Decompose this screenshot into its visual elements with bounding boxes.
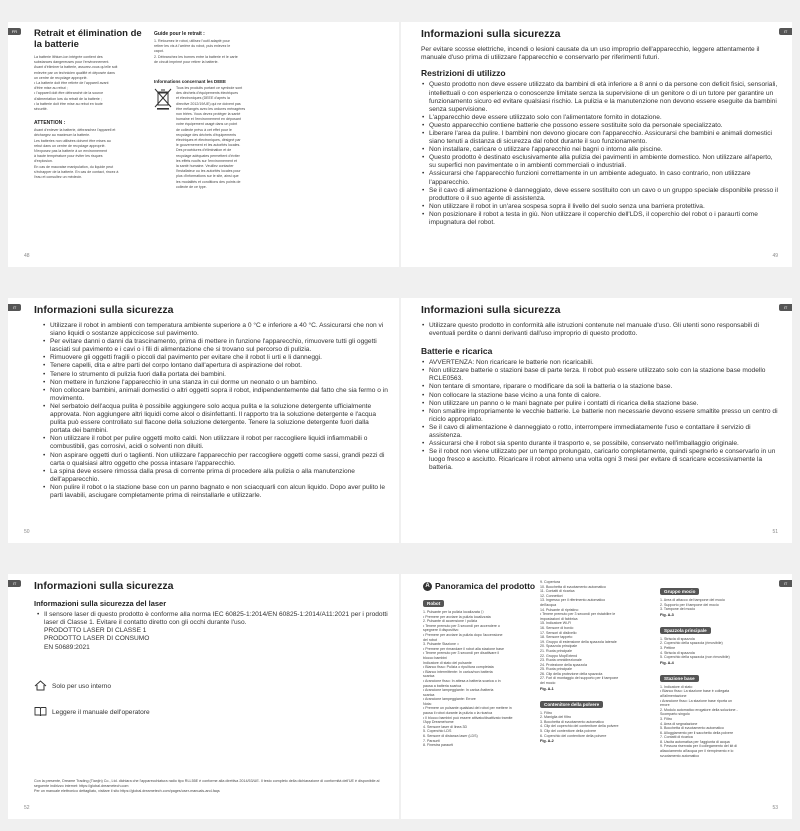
list-item: • Non utilizzare batterie o stazioni base di parte terza. Il robot può essere utilizzato solo con la stazione base modello RCLE0563.	[421, 367, 779, 383]
part-item: 21. Ruota principale	[540, 648, 572, 653]
list-item: • Questo apparecchio contiene batterie che possono essere sostituite solo da personale specializzato.	[421, 122, 779, 130]
part-item: spegnere il dispositivo	[423, 628, 459, 633]
intro-text: Per evitare scosse elettriche, incendi o lesioni causate da un uso improprio dell'apparecchio, leggere attentamente il manuale d'uso prima di utilizzare l'apparecchio e conservarlo per riferimenti futuri.	[421, 46, 760, 62]
figure-label: Fig. A-4	[660, 660, 674, 665]
page-number: 49	[772, 253, 778, 259]
part-item: l'App Dreamehome	[423, 720, 454, 725]
part-item: dell'acqua	[540, 602, 557, 607]
part-item: 4. Clip del coperchio del contenitore della polvere	[540, 724, 619, 729]
page-title: Informazioni sulla sicurezza	[421, 28, 561, 40]
page-53	[401, 574, 792, 819]
part-item: • Arancione fisso: La stazione base riporta un	[660, 698, 732, 703]
section-heading: Informazioni sulla sicurezza del laser	[34, 599, 167, 608]
text-line: de circuit imprimé pour retirer la batterie.	[154, 59, 219, 64]
part-item: • Premere per rimandare il robot alla stazione base	[423, 646, 504, 651]
list-item: • Questo prodotto è destinato esclusivamente alla pulizia dei pavimenti in ambiente domestico. Non utilizzare all'aperto, su superfici non pavimentate o in ambienti commerciali o industriali.	[421, 154, 779, 170]
page-number: 52	[24, 805, 30, 811]
part-item: impostazioni di fabbrica	[540, 616, 578, 621]
part-item: scarica	[423, 692, 435, 697]
text-line: N'exposez pas la batterie à un environnement	[34, 149, 108, 154]
part-item: 17. Sensori di dislivello	[540, 630, 577, 635]
part-item: 2. Pulsante di accensione / pulizia	[423, 619, 478, 624]
page-title: Informazioni sulla sicurezza	[421, 304, 561, 316]
page-number: 48	[24, 253, 30, 259]
column-3	[660, 580, 777, 758]
text-line: humaine et l'environnement en déposant	[176, 117, 241, 122]
manual-link-text: Per un manuale elettronico dettagliato, visitare il sito https://global.dreametech.com/pages/user-manuals-and-faqs	[34, 789, 220, 793]
safety-list	[34, 322, 389, 500]
part-item: 1. Area di attacco del tampone del mocio	[660, 598, 725, 602]
text-line: Avant d'éliminer la batterie, assurez-vous qu'elle soit	[34, 65, 118, 70]
list-item: • Il sensore laser di questo prodotto è conforme alla norma IEC 60825-1:2014/EN 60825-1:2014/A11:2021 per i prodotti laser di Classe 1. Evitare il contatto diretto con gli occhi durante l'uso.	[36, 611, 389, 627]
column-1	[423, 580, 538, 748]
part-item: • Arancione lampeggiante: Errore	[423, 697, 476, 702]
text-line: sécurité.	[34, 107, 48, 112]
text-line: recyclage adéquates permettent d'éviter	[176, 153, 240, 158]
part-item: pausa a batteria scarica	[423, 683, 462, 688]
text-line: Tous les produits portant ce symbole sont	[176, 86, 243, 91]
part-item: 12. Connettori	[540, 593, 563, 598]
base-parts-list	[660, 685, 777, 759]
mop-parts-list	[660, 598, 777, 612]
battery-list	[421, 359, 779, 472]
language-tab: IT	[779, 28, 792, 35]
robot-heading: Robot	[423, 600, 444, 607]
part-item: 1. Indicatore di stato	[660, 684, 693, 689]
part-item: 22. Gruppo MopExtend	[540, 653, 578, 658]
text-line: collecte de ce type.	[176, 184, 207, 189]
part-item: 9. Fessura riservata per il collegamento del kit di	[660, 744, 738, 749]
mop-heading: Gruppo mocio	[660, 588, 699, 595]
part-item: 4. Area di segnalazione	[660, 721, 698, 726]
part-item: all'alimentazione	[660, 693, 687, 698]
part-item: 20. Spazzola principale	[540, 644, 578, 649]
part-item: 23. Ruota omnidirezionale	[540, 658, 582, 663]
guide-text	[154, 39, 274, 65]
page-52	[8, 574, 399, 819]
part-item: 2. Modulo automatico erogatore della soluzione -	[660, 707, 738, 712]
list-item: • Non utilizzare il robot in un'area sospesa sopra il livello del suolo senza una barriera protettiva.	[421, 203, 779, 211]
list-item: • Assicurarsi che il robot sia spento durante il trasporto e, se possibile, conservato nell'imballaggio originale.	[421, 440, 779, 448]
list-item: • Tenere lo strumento di pulizia fuori dalla portata dei bambini.	[42, 371, 389, 379]
language-tab: FR	[8, 28, 21, 35]
deee-text	[176, 86, 245, 190]
text-line: le gouvernement et les autorités locales.	[176, 143, 241, 148]
crossed-bin-icon	[154, 88, 172, 190]
text-line: les modalités et conditions des points de	[176, 179, 241, 184]
part-item: 4. Striscia di spazzola	[660, 650, 695, 655]
part-item: • Tenere premuto per 3 secondi per accendere o	[423, 623, 500, 628]
text-line: Avant d'enlever la batterie, débranchez l'appareil et	[34, 128, 116, 133]
part-item: • Premere un pulsante qualsiasi del robot per mettere in	[423, 706, 512, 711]
text-line: l'eau et consultez un médecin.	[34, 175, 83, 180]
deee-block	[154, 86, 274, 190]
battery-text	[34, 55, 144, 112]
list-item: • Se il cavo di alimentazione è danneggiato o rotto, interrompere immediatamente l'uso e contattare il servizio di assistenza.	[421, 424, 779, 440]
text-line: la santé humaine. Veuillez contacter	[176, 164, 234, 169]
text-line: directive 2012/19/UE) qui ne doivent pas	[176, 101, 241, 106]
laser-standard-line: EN 50689:2021	[44, 643, 90, 651]
section-heading: Batterie e ricarica	[421, 346, 493, 357]
content	[421, 28, 779, 227]
part-item: 4. Sensore laser di linea 3D	[423, 724, 468, 729]
part-item: • Bianco intermittente: In carica/non batteria	[423, 669, 493, 674]
part-item: 1. Pulsante per la pulizia localizzata ⟨⟩	[423, 610, 484, 614]
part-item: 9. Copertura	[540, 580, 560, 584]
text-line: déchargez au maximum la batterie.	[34, 133, 91, 138]
part-item: 3. Filtro	[660, 716, 672, 721]
page-48	[8, 22, 399, 267]
part-item: 11. Contatti di ricarica	[540, 589, 575, 594]
declaration-text: Con la presente, Dreame Trading (Tianjin) Co., Ltd. dichiara che l'apparecchiatura radio tipo RLL55E è conforme alla direttiva 2014/53/UE. Il testo completo della dichiarazione di conformità dell'UE è disponibile al seguente indirizzo internet: https://global.dreametech.com	[34, 779, 380, 788]
text-line: d'explosion.	[34, 159, 53, 164]
language-tab: IT	[779, 580, 792, 587]
right-column	[154, 28, 274, 190]
text-line: retirer les vis à l'arrière du robot, puis enlevez le	[154, 44, 231, 49]
brush-heading: Spazzola principale	[660, 627, 711, 634]
list-item: • L'apparecchio deve essere utilizzato solo con l'alimentatore fornito in dotazione.	[421, 114, 779, 122]
part-item: allacciamento all'acqua per il riempimento e lo	[660, 749, 734, 754]
page-number: 50	[24, 529, 30, 535]
part-item: 14. Pulsante di ripristino	[540, 607, 579, 612]
list-item: • Utilizzare questo prodotto in conformità alle istruzioni contenute nel manuale d'uso. Gli utenti sono responsabili di eventuali perdite o danni derivanti dall'uso improprio di questo prodotto.	[421, 322, 779, 338]
dustbin-heading: Contenitore della polvere	[540, 701, 603, 708]
part-item: 24. Protezione della spazzola	[540, 662, 587, 667]
page-title: Retrait et élimination de la batterie	[34, 28, 142, 50]
language-tab: IT	[779, 304, 792, 311]
restriction-list	[421, 81, 779, 227]
figure-label: Fig. A-3	[660, 612, 674, 617]
part-item: • Il blocco bambini può essere attivato/disattivato tramite	[423, 715, 513, 720]
text-line: enlevée par un technicien qualifié et déposée dans	[34, 70, 115, 75]
figure-label: Fig. A-1	[540, 686, 554, 691]
list-item: • Non collocare la stazione base vicino a una fonte di calore.	[421, 392, 779, 400]
part-item: scarica	[423, 674, 435, 679]
attention-text	[34, 128, 144, 180]
part-item: 5. Clip del contenitore della polvere	[540, 729, 597, 734]
text-line: non triées. Vous devez protéger la santé	[176, 112, 241, 117]
laser-class-line: PRODOTTO LASER DI CLASSE 1	[44, 627, 147, 635]
part-item: 25. Ruota principale	[540, 667, 572, 672]
list-item: • Per evitare danni o danni da trascinamento, prima di mettere in funzione l'apparecchio, rimuovere tutti gli oggetti lasciati sul pavimento e i cavi o i fili di alimentazione che si trovano sul percorso di pulizia.	[42, 338, 389, 354]
text-line: capot.	[154, 49, 164, 54]
list-item: • Non aspirare oggetti duri o taglienti. Non utilizzare l'apparecchio per raccogliere oggetti come sassi, grandi pezzi di carta o qualsiasi altro oggetto che possa intasare l'apparecchio.	[42, 452, 389, 468]
list-item: • Nel serbatoio dell'acqua pulita è possibile aggiungere solo acqua pulita e la soluzione detergente ufficialmente approvata. Non aggiungere altri liquidi come alcol o disinfettanti. Il rapporto tra la soluzione detergente e l'acqua pulita può essere controllato sul flacone della soluzione detergente. Tenere la soluzione detergente fuori dalla portata dei bambini.	[42, 403, 389, 435]
part-item: pausa il robot durante la pulizia o la ricarica	[423, 711, 493, 716]
list-item: • Liberare l'area da pulire. I bambini non devono giocare con l'apparecchio. Assicurarsi che bambini e animali domestici siano tenuti a distanza di sicurezza dal robot durante il suo funzionamento.	[421, 130, 779, 146]
page-number: 53	[772, 805, 778, 811]
part-item: 10. Bocchetta di svuotamento automatico	[540, 584, 606, 589]
list-item: • Questo prodotto non deve essere utilizzato da bambini di età inferiore a 8 anni o da persone con deficit fisici, sensoriali, intellettuali o con esperienza o conoscenze limitate senza la supervisione di un genitore o di un tutore per garantire un funzionamento sicuro ed evitare qualsiasi rischio. La pulizia e la manutenzione non devono essere eseguite da bambini senza supervisione.	[421, 81, 779, 113]
part-item: 2. Supporto per il tampone del mocio	[660, 602, 719, 607]
part-item: • Bianco fisso: La stazione base è collegata	[660, 689, 730, 694]
part-item: 8. Finestra paraurti	[423, 743, 454, 748]
part-item: del robot	[423, 637, 437, 642]
part-item: del mocio	[540, 681, 556, 686]
text-line: 1. Retournez le robot, utilisez l'outil adapté pour	[154, 39, 230, 43]
text-line: 2. Débranchez les bornes entre la batterie et le carte	[154, 54, 238, 59]
text-line: La batterie lithium-ion intégrée contient des	[34, 55, 103, 59]
page-title: Informazioni sulla sicurezza	[34, 580, 174, 592]
list-item: • Utilizzare il robot in ambienti con temperatura ambiente superiore a 0 °C e inferiore a 40 °C. Assicurarsi che non vi siano liquidi o sostanze appiccicose sul pavimento.	[42, 322, 389, 338]
part-item: 1. Striscia di spazzola	[660, 636, 695, 641]
content	[34, 580, 389, 793]
laser-consumer-line: PRODOTTO LASER DI CONSUMO	[44, 635, 150, 643]
list-item: • Se il cavo di alimentazione è danneggiato, deve essere sostituito con un cavo o un gruppo speciale disponibile presso il produttore o il suo agente di assistenza.	[421, 187, 779, 203]
list-item: • Non collocare bambini, animali domestici o altri oggetti sopra il robot, indipendentemente dal fatto che sia fermo o in movimento.	[42, 387, 389, 403]
page-title: Informazioni sulla sicurezza	[34, 304, 174, 316]
part-item: 6. Coperchio del contenitore della polvere	[540, 733, 607, 738]
page-51	[401, 298, 792, 543]
laser-list	[34, 611, 389, 627]
part-item: 6. Sensore di distanza laser (LDS)	[423, 734, 478, 739]
text-line: substances dangereuses pour l'environnement.	[34, 60, 110, 65]
usage-list	[421, 322, 779, 338]
text-line: Les batteries non utilisées doivent être mises au	[34, 138, 111, 143]
laser-labels	[34, 627, 389, 652]
text-line: s'échapper de la batterie. En cas de contact, rincez à	[34, 169, 119, 174]
list-item: • Non tentare di smontare, riparare o modificare da soli la batteria o la stazione base.	[421, 383, 779, 391]
part-item: 5. Coperchio LDS	[423, 729, 452, 734]
part-item: 3. Tampone del mocio	[660, 607, 696, 612]
text-line: électriques et électroniques, désigné par	[176, 138, 241, 143]
list-item: • Non posizionare il robot a testa in giù. Non utilizzare il coperchio dell'LDS, il coperchio del robot o i paraurti come impugnatura del robot.	[421, 211, 779, 227]
part-item: 2. Coperchio della spazzola (rimovibile)	[660, 641, 723, 646]
text-line: des déchets d'équipements électriques	[176, 91, 239, 96]
content	[421, 304, 779, 473]
list-item: • Non utilizzare un panno o le mani bagnate per pulire i contatti di ricarica della stazione base.	[421, 400, 779, 408]
manual-book-icon	[34, 704, 47, 722]
text-line: à haute température pour éviter les risques	[34, 154, 103, 159]
part-item: • Tenere premuto per 3 secondi per disattivare il	[423, 651, 500, 656]
part-item: 5. Bocchetta di svuotamento automatico	[660, 726, 724, 731]
list-item: • Non installare, caricare o utilizzare l'apparecchio nei bagni o intorno alle piscine.	[421, 146, 779, 154]
attention-heading: ATTENTION :	[34, 120, 66, 127]
text-line: être mélangés avec les ordures ménagères	[176, 106, 246, 111]
brush-parts-list	[660, 637, 777, 660]
column-2	[540, 580, 657, 745]
text-line: • la batterie doit être mise au rebut en toute	[34, 101, 103, 106]
part-item: 1. Filtro	[540, 710, 552, 715]
part-item: • Tenere premuto per 3 secondi per ristabilire le	[540, 612, 616, 617]
part-item: 2. Maniglia del filtro	[540, 715, 571, 720]
part-item: 8. Uscita automatica per l'aggiunta di acqua	[660, 739, 730, 744]
language-tab: IT	[8, 580, 21, 587]
part-item: 7. Paraurti	[423, 738, 440, 743]
text-line: • l'appareil doit être débranché de la source	[34, 91, 104, 96]
part-item: • Premere per avviare la pulizia localizzata	[423, 614, 491, 619]
part-item: Indicatore di stato del pulsante	[423, 660, 472, 665]
manual-row	[34, 704, 389, 722]
text-line: un centre de recyclage approprié.	[34, 75, 88, 80]
page-49	[401, 22, 792, 267]
text-line: l'installateur ou les autorités locales pour	[176, 169, 241, 174]
part-item: errore	[660, 703, 670, 708]
text-line: En cas de mauvaise manipulation, du liquide peut	[34, 164, 114, 169]
list-item: • Non pulire il robot o la stazione base con un panno bagnato e non sciacquarli con alcun liquido. Dopo aver pulito le parti lavabili, asciugare completamente prima di reinstallarle e utilizzarle.	[42, 484, 389, 500]
indoor-use-label: Solo per uso interno	[52, 682, 112, 690]
text-line: de collecte prévu à cet effet pour le	[176, 127, 232, 132]
list-item: • Se il robot non viene utilizzato per un tempo prolungato, caricarlo completamente, quindi spegnerlo e conservarlo in un luogo fresco e asciutto. Ricaricare il robot almeno una volta ogni 3 mesi per evitare di scaricare eccessivamente la batteria.	[421, 448, 779, 472]
text-line: votre équipement usagé dans un point	[176, 122, 238, 127]
text-line: d'être mise au rebut ;	[34, 86, 68, 91]
part-item: 5. Coperchio della spazzola (non rimovibile)	[660, 655, 730, 660]
part-item: 18. Sensore tappeto	[540, 635, 573, 640]
part-item: 16. Sensore di bordo	[540, 625, 574, 630]
part-item: blocco bambini	[423, 655, 447, 660]
part-item: • Bianco fisso: Pulizia o ripulitura completata	[423, 665, 494, 670]
guide-heading: Guide pour le retrait :	[154, 31, 205, 37]
part-item: • Premere per avviare la pulizia dopo l'accensione	[423, 632, 503, 637]
text-line: recyclage des déchets d'équipements	[176, 132, 237, 137]
title-row	[423, 580, 538, 592]
list-item: • AVVERTENZA: Non ricaricare le batterie non ricaricabili.	[421, 359, 779, 367]
robot-parts-list	[423, 610, 538, 748]
text-line: Des procédures d'élimination et de	[176, 148, 232, 153]
part-item: Scomparto singolo	[660, 712, 690, 717]
page-number: 51	[772, 529, 778, 535]
deee-heading: Informations concernant les DEEE	[154, 79, 226, 85]
part-item: Nota:	[423, 701, 432, 706]
page-50	[8, 298, 399, 543]
part-item: 27. Fori di montaggio del supporto per il tampone	[540, 676, 619, 681]
text-line: rebut dans un centre de recyclage approprié.	[34, 143, 106, 148]
part-item: svuotamento automatico	[660, 753, 700, 758]
list-item: • La spina deve essere rimossa dalla presa di corrente prima di procedere alla pulizia o alla manutenzione dell'apparecchio.	[42, 468, 389, 484]
text-line: • La batterie doit être retirée de l'appareil avant	[34, 81, 109, 86]
indoor-row	[34, 678, 389, 696]
read-manual-label: Leggere il manuale dell'operatore	[52, 708, 150, 716]
base-heading: Stazione base	[660, 675, 699, 682]
left-column	[34, 28, 144, 180]
list-item: • Non smaltire impropriamente le vecchie batterie. Le batterie non necessarie devono essere smaltite presso un centro di riciclo appropriato.	[421, 408, 779, 424]
part-item: 6. Alloggiamento per il sacchetto della polvere	[660, 730, 734, 735]
figure-label: Fig. A-2	[540, 739, 554, 744]
part-item: • Arancione fisso: In attesa a batteria scarica o in	[423, 678, 501, 683]
list-item: • Non mettere in funzione l'apparecchio in una stanza in cui dorme un neonato o un bambino.	[42, 379, 389, 387]
part-item: 7. Contatti di ricarica	[660, 735, 693, 740]
text-line: d'alimentation lors du retrait de la batterie ;	[34, 96, 102, 101]
part-item: 3. Pulsante Stazione ⌂	[423, 642, 460, 647]
part-item: 15. Indicatore Wi-Fi	[540, 621, 572, 626]
part-item: 19. Gruppo di estensione della spazzola laterale	[540, 639, 617, 644]
page-title: Panoramica del prodotto	[435, 581, 536, 591]
part-item: • Arancione lampeggiante: In carica /batteria	[423, 688, 494, 693]
list-item: • Non utilizzare il robot per pulire oggetti molto caldi. Non utilizzare il robot per raccogliere liquidi infiammabili o combustibili, gas corrosivi, acidi o solventi non diluiti.	[42, 435, 389, 451]
part-item: 26. Clip della protezione della spazzola	[540, 671, 603, 676]
content	[34, 304, 389, 500]
language-tab: IT	[8, 304, 21, 311]
section-heading: Restrizioni di utilizzo	[421, 68, 506, 79]
part-item: 13. Ingresso per il riferimento automatico	[540, 598, 606, 603]
list-item: • Rimuovere gli oggetti fragili o piccoli dal pavimento per evitare che il robot li urti e li danneggi.	[42, 354, 389, 362]
text-line: les effets nocifs sur l'environnement et	[176, 158, 237, 163]
house-icon	[34, 678, 47, 696]
section-a-icon: A	[423, 582, 432, 591]
part-item: 3. Pettine	[660, 645, 676, 650]
robot-parts-list-continued	[540, 580, 657, 686]
text-line: et électroniques (DEEE d'après la	[176, 96, 230, 101]
dustbin-parts-list	[540, 711, 657, 739]
list-item: • Assicurarsi che l'apparecchio funzioni correttamente in un ambiente adeguato. In caso contrario, non utilizzare l'apparecchio.	[421, 170, 779, 186]
footer-notes	[34, 779, 389, 794]
list-item: • Tenere capelli, dita e altre parti del corpo lontano dall'apertura di aspirazione del robot.	[42, 362, 389, 370]
part-item: 3. Bocchetta di svuotamento automatico	[540, 719, 604, 724]
text-line: plus d'informations sur le site, ainsi que	[176, 174, 239, 179]
